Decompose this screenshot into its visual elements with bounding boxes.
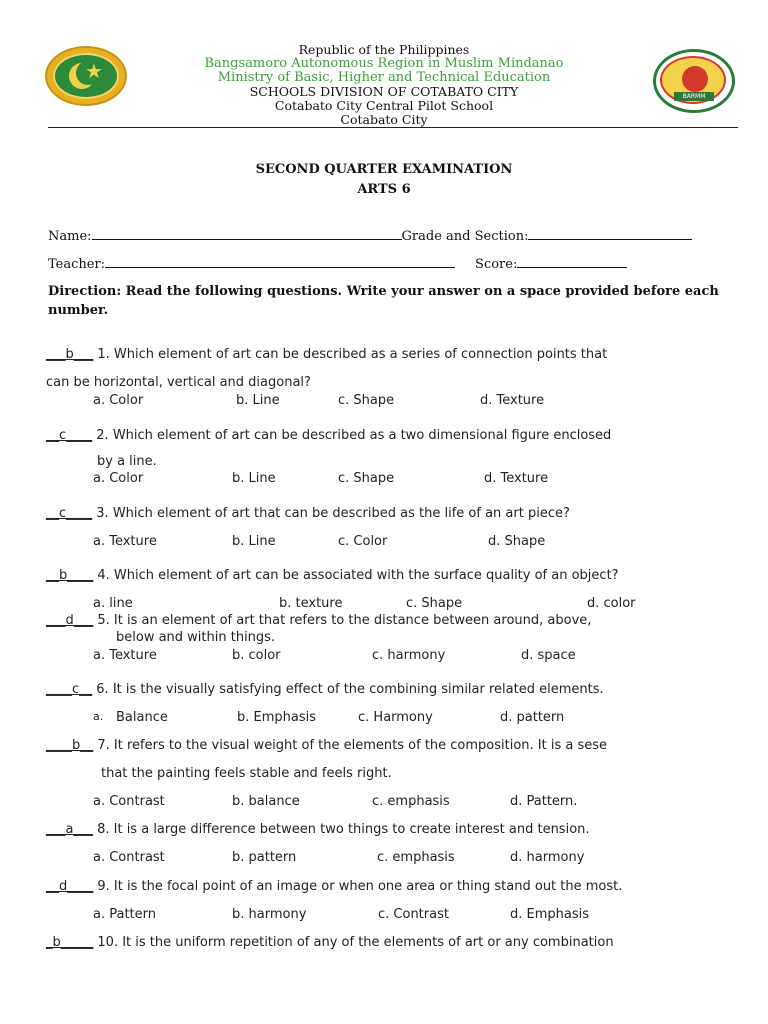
answer-blank[interactable]: __c____ <box>46 428 93 443</box>
option: a. Color <box>93 393 144 408</box>
answer-blank[interactable]: ____c__ <box>46 682 93 697</box>
header-ministry: Ministry of Basic, Higher and Technical Education <box>217 70 551 85</box>
question-6: ____c__ 6. It is the visually satisfying effect of the combining similar related elements. <box>46 682 604 697</box>
header-country: Republic of the Philippines <box>298 42 470 57</box>
question-9: __d____ 9. It is the focal point of an image or when one area or thing stand out the most. <box>46 879 623 894</box>
option: b. pattern <box>232 850 297 865</box>
option: d. Texture <box>484 471 549 486</box>
option: d. Pattern. <box>510 794 578 809</box>
option: a. Contrast <box>93 850 165 865</box>
question-7-continued: that the painting feels stable and feels right. <box>101 766 392 781</box>
option: b. harmony <box>232 907 307 922</box>
seal-banner-text: BARMM <box>674 92 714 101</box>
option: a. line <box>93 596 133 611</box>
option: b. balance <box>232 794 300 809</box>
score-field[interactable] <box>517 256 627 268</box>
answer-blank[interactable]: _b_____ <box>46 935 94 950</box>
teacher-row <box>48 256 627 272</box>
question-2-continued: by a line. <box>97 454 157 469</box>
bangsamoro-seal-logo: ★ <box>45 46 127 106</box>
header-division: SCHOOLS DIVISION OF COTABATO CITY <box>249 84 519 99</box>
header-school: Cotabato City Central Pilot School <box>274 98 494 113</box>
option: b. color <box>232 648 281 663</box>
answer-blank[interactable]: ___b___ <box>46 347 94 362</box>
question-8: ___a___ 8. It is a large difference between two things to create interest and tension. <box>46 822 590 837</box>
option: a. Color <box>93 471 144 486</box>
score-label: Score: <box>475 257 518 272</box>
option: d. Emphasis <box>510 907 590 922</box>
option: d. Shape <box>488 534 546 549</box>
grade-label: Grade and Section: <box>401 229 529 244</box>
option: b. Line <box>236 393 280 408</box>
question-1: ___b___ 1. Which element of art can be described as a series of connection points that <box>46 347 608 362</box>
option: d. space <box>521 648 576 663</box>
option: c. emphasis <box>372 794 450 809</box>
option: c. Harmony <box>358 710 433 725</box>
question-1-continued: can be horizontal, vertical and diagonal? <box>46 375 311 390</box>
name-label: Name: <box>48 229 92 244</box>
option: c. Shape <box>406 596 463 611</box>
question-4: __b____ 4. Which element of art can be associated with the surface quality of an object? <box>46 568 619 583</box>
option: b. Line <box>232 534 276 549</box>
answer-blank[interactable]: __d____ <box>46 879 94 894</box>
grade-field[interactable] <box>528 228 692 240</box>
answer-blank[interactable]: ____b__ <box>46 738 94 753</box>
option: c. Shape <box>338 471 395 486</box>
header-region: Bangsamoro Autonomous Region in Muslim Mindanao <box>204 56 564 71</box>
question-2: __c____ 2. Which element of art can be described as a two dimensional figure enclosed <box>46 428 612 443</box>
exam-title: SECOND QUARTER EXAMINATION <box>255 162 513 177</box>
teacher-label: Teacher: <box>48 257 106 272</box>
option: c. harmony <box>372 648 446 663</box>
answer-blank[interactable]: ___d___ <box>46 613 94 628</box>
question-5: ___d___ 5. It is an element of art that refers to the distance between around, above, <box>46 613 592 628</box>
option: c. Color <box>338 534 388 549</box>
directions: Direction: Read the following questions. Write your answer on a space provided before each number. <box>48 284 719 318</box>
option: a. Texture <box>93 648 157 663</box>
option: b. Emphasis <box>237 710 317 725</box>
option: c. emphasis <box>377 850 455 865</box>
answer-blank[interactable]: ___a___ <box>46 822 93 837</box>
name-field[interactable] <box>92 228 402 240</box>
answer-blank[interactable]: __c____ <box>46 506 93 521</box>
option: c. Contrast <box>378 907 449 922</box>
option: a. Pattern <box>93 907 157 922</box>
header-divider <box>48 127 738 128</box>
option: a. <box>93 710 104 723</box>
exam-subject: ARTS 6 <box>357 182 411 197</box>
option: a. Texture <box>93 534 157 549</box>
option: d. color <box>587 596 636 611</box>
option: b. texture <box>279 596 343 611</box>
option: d. pattern <box>500 710 565 725</box>
answer-blank[interactable]: __b____ <box>46 568 94 583</box>
option: d. harmony <box>510 850 585 865</box>
question-3: __c____ 3. Which element of art that can be described as the life of an art piece? <box>46 506 570 521</box>
name-row <box>48 228 692 244</box>
question-10: _b_____ 10. It is the uniform repetition of any of the elements of art or any combination <box>46 935 614 950</box>
option: d. Texture <box>480 393 545 408</box>
option: a. Contrast <box>93 794 165 809</box>
option: Balance <box>116 710 168 725</box>
option: b. Line <box>232 471 276 486</box>
teacher-field[interactable] <box>105 256 455 268</box>
option: c. Shape <box>338 393 395 408</box>
question-5-continued: below and within things. <box>116 630 276 645</box>
header-city: Cotabato City <box>340 112 428 127</box>
question-7: ____b__ 7. It refers to the visual weight of the elements of the composition. It is a sese <box>46 738 608 753</box>
